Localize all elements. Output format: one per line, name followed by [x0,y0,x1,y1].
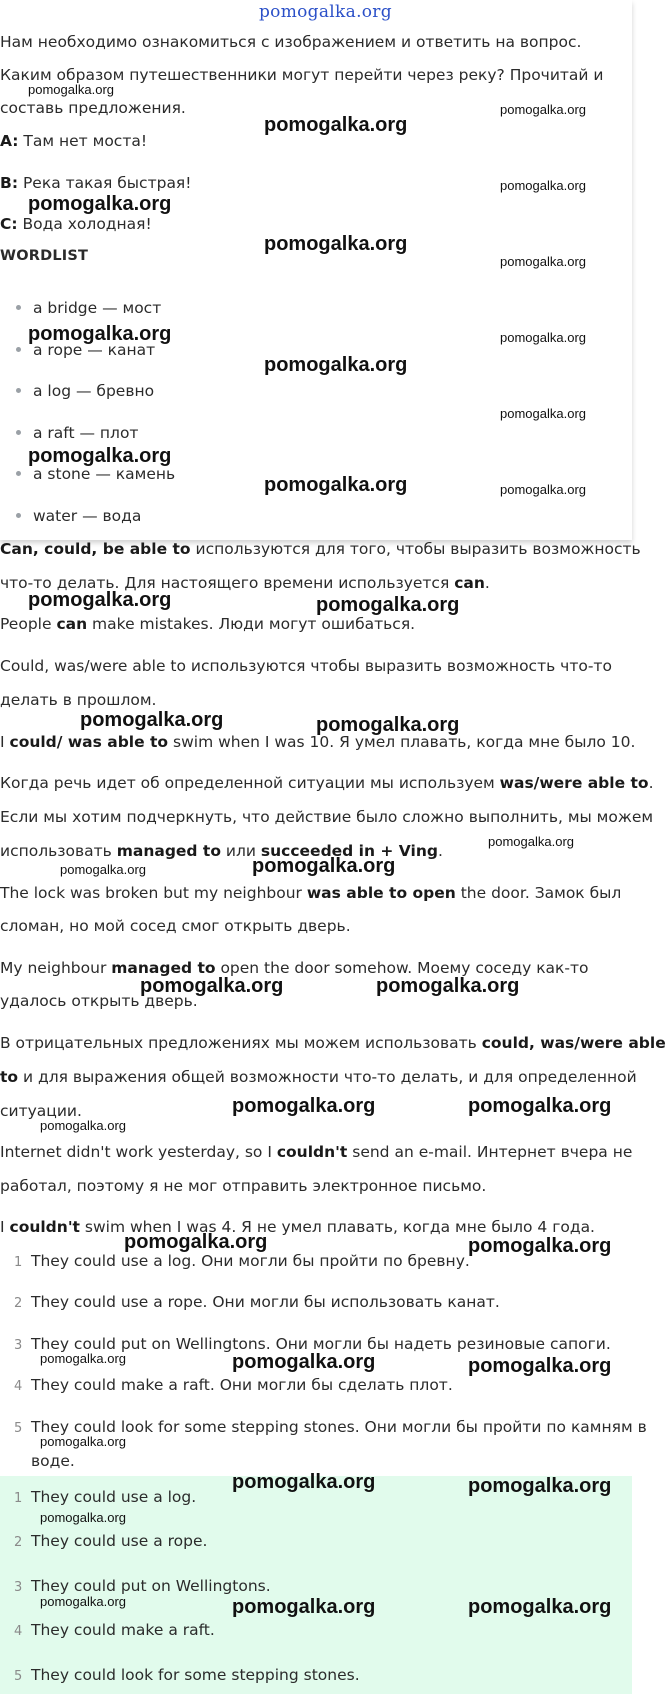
grammar-example-5-line1: Internet didn't work yesterday, so I couldn't send an e-mail. Интернет вчера не [0,1143,633,1161]
watermark: pomogalka.org [500,178,586,193]
watermark: pomogalka.org [232,1095,376,1117]
bullet-icon [16,471,21,476]
grammar-example-1: People can make mistakes. Люди могут ошибаться. [0,615,416,633]
wordlist-item: a rope — канат [16,340,155,360]
wordlist-item: a log — бревно [16,381,154,401]
watermark: pomogalka.org [468,1596,612,1618]
intro-line-2: Каким образом путешественники могут перейти через реку? Прочитай и [0,66,604,84]
watermark: pomogalka.org [28,82,114,97]
watermark: pomogalka.org [80,709,224,731]
watermark: pomogalka.org [28,589,172,611]
watermark: pomogalka.org [468,1235,612,1257]
grammar-example-4-line1: My neighbour managed to open the door somehow. Моему соседу как-то [0,959,589,977]
grammar-example-4-line2: удалось открыть дверь. [0,992,198,1010]
translation-item-continued: воде. [31,1452,75,1470]
watermark: pomogalka.org [264,233,408,255]
watermark: pomogalka.org [28,193,172,215]
translation-item: 4 They could make a raft. Они могли бы сделать плот. [14,1376,453,1394]
bullet-icon [16,388,21,393]
translation-item: 1 They could use a log. Они могли бы пройти по бревну. [14,1252,470,1270]
grammar-example-2: I could/ was able to swim when I was 10. Я умел плавать, когда мне было 10. [0,733,636,751]
answer-item: 1 They could use a log. [14,1488,197,1506]
wordlist-title: WORDLIST [0,248,89,264]
watermark: pomogalka.org [500,406,586,421]
intro-line-3: составь предложения. [0,99,186,117]
answer-item: 3 They could put on Wellingtons. [14,1577,271,1595]
watermark: pomogalka.org [40,1351,126,1366]
grammar-example-6: I couldn't swim when I was 4. Я не умел плавать, когда мне было 4 года. [0,1218,595,1236]
watermark: pomogalka.org [316,714,460,736]
grammar-p1-line2: что-то делать. Для настоящего времени используется can. [0,574,490,592]
watermark: pomogalka.org [28,323,172,345]
watermark: pomogalka.org [40,1510,126,1525]
bullet-icon [16,430,21,435]
watermark: pomogalka.org [40,1118,126,1133]
site-logo[interactable]: pomogalka.org [259,2,392,22]
watermark: pomogalka.org [40,1434,126,1449]
watermark: pomogalka.org [252,855,396,877]
translation-item: 5 They could look for some stepping stones. Они могли бы пройти по камням в [14,1418,647,1436]
grammar-p3-line2: Если мы хотим подчеркнуть, что действие было сложно выполнить, мы можем [0,808,654,826]
wordlist-item: a bridge — мост [16,298,161,318]
grammar-example-3-line1: The lock was broken but my neighbour was able to open the door. Замок был [0,884,622,902]
grammar-p3-line1: Когда речь идет об определенной ситуации мы используем was/were able to. [0,774,654,792]
grammar-p2-line2: делать в прошлом. [0,691,157,709]
watermark: pomogalka.org [488,834,574,849]
watermark: pomogalka.org [264,114,408,136]
grammar-p4-line3: ситуации. [0,1102,82,1120]
watermark: pomogalka.org [500,102,586,117]
watermark: pomogalka.org [500,330,586,345]
watermark: pomogalka.org [140,975,284,997]
watermark: pomogalka.org [376,975,520,997]
grammar-p1-line1: Can, could, be able to используются для того, чтобы выразить возможность [0,540,641,558]
bullet-icon [16,305,21,310]
watermark: pomogalka.org [60,862,146,877]
grammar-example-3-line2: сломан, но мой сосед смог открыть дверь. [0,917,351,935]
watermark: pomogalka.org [316,594,460,616]
watermark: pomogalka.org [468,1095,612,1117]
watermark: pomogalka.org [232,1471,376,1493]
bullet-icon [16,347,21,352]
watermark: pomogalka.org [40,1594,126,1609]
watermark: pomogalka.org [264,474,408,496]
translation-item: 2 They could use a rope. Они могли бы использовать канат. [14,1293,500,1311]
intro-line-1: Нам необходимо ознакомиться с изображением и ответить на вопрос. [0,33,582,51]
watermark: pomogalka.org [500,482,586,497]
wordlist-item: water — вода [16,506,141,526]
answer-item: 4 They could make a raft. [14,1621,215,1639]
grammar-example-5-line2: работал, поэтому я не мог отправить электронное письмо. [0,1177,487,1195]
watermark: pomogalka.org [468,1355,612,1377]
wordlist-item: a stone — камень [16,464,175,484]
grammar-p3-line3: использовать managed to или succeeded in + Ving. [0,842,443,860]
grammar-p4-line1: В отрицательных предложениях мы можем использовать could, was/were able [0,1034,666,1052]
dialog-line-c: C: Вода холодная! [0,215,152,233]
answer-item: 2 They could use a rope. [14,1532,208,1550]
watermark: pomogalka.org [232,1596,376,1618]
translation-item: 3 They could put on Wellingtons. Они могли бы надеть резиновые сапоги. [14,1335,611,1353]
bullet-icon [16,513,21,518]
dialog-line-a: A: Там нет моста! [0,132,148,150]
watermark: pomogalka.org [264,354,408,376]
wordlist-item: a raft — плот [16,423,138,443]
watermark: pomogalka.org [124,1231,268,1253]
watermark: pomogalka.org [232,1351,376,1373]
answer-item: 5 They could look for some stepping stones. [14,1666,360,1684]
grammar-p4-line2: to и для выражения общей возможности что-то делать, и для определенной [0,1068,637,1086]
dialog-line-b: B: Река такая быстрая! [0,174,192,192]
watermark: pomogalka.org [500,254,586,269]
grammar-p2-line1: Could, was/were able to используются чтобы выразить возможность что-то [0,657,612,675]
watermark: pomogalka.org [28,445,172,467]
watermark: pomogalka.org [468,1475,612,1497]
